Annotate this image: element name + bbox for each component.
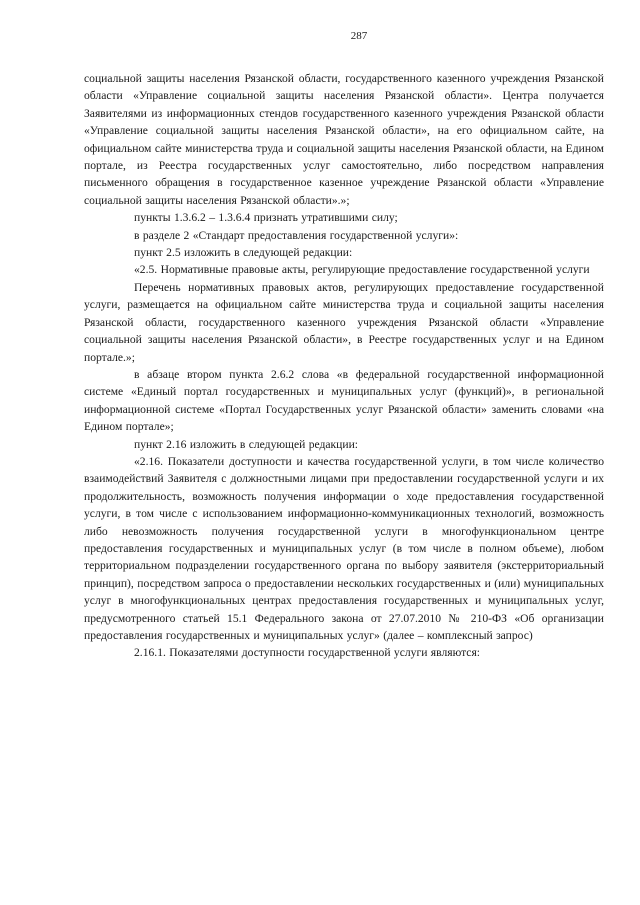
paragraph: в абзаце втором пункта 2.6.2 слова «в федеральной государственной информационной системе «Единый портал государственных и муниципальных услуг (функций)», в региональной информационной системе «Портал Государственных услуг Рязанской области» заменить словами «на Едином портале»; bbox=[84, 367, 604, 434]
paragraph: в разделе 2 «Стандарт предоставления государственной услуги»: bbox=[134, 228, 459, 242]
page-number: 287 bbox=[350, 30, 368, 42]
paragraph: «2.5. Нормативные правовые акты, регулирующие предоставление государственной услуги bbox=[134, 263, 590, 277]
paragraph: «2.16. Показатели доступности и качества государственной услуги, в том числе количество взаимодействий Заявителя с должностными лицами при предоставлении государственной услуги и их продолжительность, возможность получения информации о ходе предоставления государственной услуги, в том числе с использованием информационно-коммуникационных технологий, возможность либо невозможность получения государственной услуги в многофункциональном центре предоставления государственных и муниципальных услуг (в том числе в полном объеме), любом территориальном подразделении государственного органа по выбору заявителя (экстерриториальный принцип), посредством запроса о предоставлении нескольких государственных и (или) муниципальных услуг в многофункциональных центрах предоставления государственных и муниципальных услуг, предусмотренного статьей 15.1 Федерального закона от 27.07.2010 № 210-ФЗ «Об организации предоставления государственных и муниципальных услуг» (далее – комплексный запрос) bbox=[84, 454, 604, 642]
paragraph: пункт 2.16 изложить в следующей редакции: bbox=[134, 437, 359, 451]
paragraph: пункты 1.3.6.2 – 1.3.6.4 признать утратившими силу; bbox=[134, 211, 398, 225]
paragraph: 2.16.1. Показателями доступности государственной услуги являются: bbox=[134, 646, 480, 660]
paragraph: социальной защиты населения Рязанской области, государственного казенного учреждения Рязанской области «Управление социальной защиты населения Рязанской области». Центра получается Заявителями из информационных стендов государственного казенного учреждения Рязанской области «Управление социальной защиты населения Рязанской области», на его официальном сайте, на официальном сайте министерства труда и социальной защиты населения Рязанской области, на Едином портале, из Реестра государственных услуг самостоятельно, либо посредством направления письменного обращения в государственное казенное учреждение Рязанской области «Управление социальной защиты населения Рязанской области».»; bbox=[84, 72, 604, 207]
paragraph: Перечень нормативных правовых актов, регулирующих предоставление государственной услуги, размещается на официальном сайте министерства труда и социальной защиты населения Рязанской области, государственного казенного учреждения Рязанской области «Управление социальной защиты населения Рязанской области», в Реестре государственных услуг и на Едином портале.»; bbox=[84, 280, 604, 364]
document-body bbox=[84, 70, 604, 662]
paragraph: пункт 2.5 изложить в следующей редакции: bbox=[134, 246, 353, 260]
